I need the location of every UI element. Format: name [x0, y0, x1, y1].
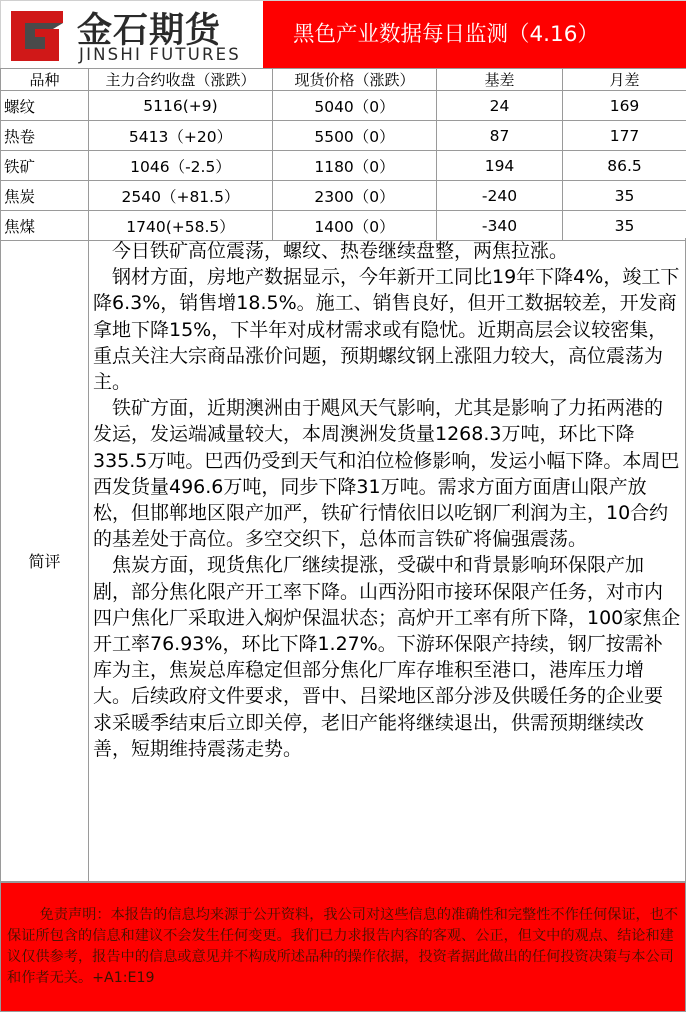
spot-price-cell: 1180（0）	[273, 151, 437, 181]
table-row	[1, 181, 686, 211]
disclaimer-text: 免责声明：本报告的信息均来源于公开资料，我公司对这些信息的准确性和完整性不作任何保证，也不保证所包含的信息和建议不会发生任何变更。我们已力求报告内容的客观、公正，但文中的观点、结论和建议仅供参考，报告中的信息或意见并不构成所述品种的操作依据，投资者据此做出的任何投资决策与本公司和作者无关。+A1:E19	[7, 907, 679, 986]
jinshi-logo-icon	[5, 7, 67, 65]
table-row	[1, 121, 686, 151]
commentary-steel: 钢材方面，房地产数据显示，今年新开工同比19年下降4%，竣工下降6.3%，销售增18.5%。施工、销售良好，但开工数据较差，开发商拿地下降15%，下半年对成材需求或有隐忧。近期高层会议较密集，重点关注大宗商品涨价问题，预期螺纹钢上涨阻力较大，高位震荡为主。	[93, 266, 680, 394]
commentary-coke: 焦炭方面，现货焦化厂继续提涨，受碳中和背景影响环保限产加剧，部分焦化限产开工率下降。山西汾阳市接环保限产任务，对市内四户焦化厂采取进入焖炉保温状态；高炉开工率有所下降，100家焦企开工率76.93%，环比下降1.27%。下游环保限产持续，钢厂按需补库为主，焦炭总库稳定但部分焦化厂库存堆积至港口，港库压力增大。后续政府文件要求，晋中、吕梁地区部分涉及供暖任务的企业要求采暖季结束后立即关停，老旧产能将继续退出，供需预期继续改善，短期维持震荡走势。	[93, 554, 681, 760]
futures-close-cell: 5116(+9)	[89, 91, 273, 121]
variety-cell: 螺纹	[1, 91, 89, 121]
variety-cell: 热卷	[1, 121, 89, 151]
basis-cell: 87	[437, 121, 563, 151]
futures-close-cell: 1046（-2.5）	[89, 151, 273, 181]
commentary-label: 简评	[1, 238, 89, 882]
basis-cell: 194	[437, 151, 563, 181]
futures-close-cell: 5413（+20）	[89, 121, 273, 151]
disclaimer-section	[0, 882, 686, 1012]
month-spread-cell: 169	[563, 91, 686, 121]
month-spread-cell: 86.5	[563, 151, 686, 181]
header-basis: 基差	[437, 69, 563, 91]
variety-cell: 焦炭	[1, 181, 89, 211]
basis-cell: 24	[437, 91, 563, 121]
table-row	[1, 151, 686, 181]
spot-price-cell: 1400（0）	[273, 211, 437, 241]
commentary-body	[93, 238, 681, 762]
report-title: 黑色产业数据每日监测（4.16）	[263, 1, 686, 69]
table-row	[1, 211, 686, 241]
header-futures-close: 主力合约收盘（涨跌）	[89, 69, 273, 91]
spot-price-cell: 5040（0）	[273, 91, 437, 121]
basis-cell: -240	[437, 181, 563, 211]
futures-close-cell: 2540（+81.5）	[89, 181, 273, 211]
commentary-section	[0, 238, 686, 882]
logo-chinese-name: 金石期货	[77, 11, 222, 51]
commentary-iron-ore: 铁矿方面，近期澳洲由于飓风天气影响，尤其是影响了力拓两港的发运，发运端减量较大，本周澳洲发货量1268.3万吨，环比下降335.5万吨。巴西仍受到天气和泊位检修影响，发运小幅下降。本周巴西发货量496.6万吨，同步下降31万吨。需求方面方面唐山限产放松，但邯郸地区限产加严，铁矿行情依旧以吃钢厂利润为主，10合约的基差处于高位。多空交织下，总体而言铁矿将偏强震荡。	[93, 397, 680, 551]
spot-price-cell: 5500（0）	[273, 121, 437, 151]
month-spread-cell: 35	[563, 181, 686, 211]
logo-english-name: JINSHI FUTURES	[79, 45, 241, 64]
spot-price-cell: 2300（0）	[273, 181, 437, 211]
header-spot-price: 现货价格（涨跌）	[273, 69, 437, 91]
basis-cell: -340	[437, 211, 563, 241]
report-header	[0, 0, 686, 68]
variety-cell: 焦煤	[1, 211, 89, 241]
futures-close-cell: 1740(+58.5）	[89, 211, 273, 241]
header-month-spread: 月差	[563, 69, 686, 91]
table-header-row	[1, 69, 686, 91]
company-logo	[1, 1, 263, 69]
table-row	[1, 91, 686, 121]
variety-cell: 铁矿	[1, 151, 89, 181]
header-variety: 品种	[1, 69, 89, 91]
market-data-table	[0, 68, 686, 241]
month-spread-cell: 177	[563, 121, 686, 151]
commentary-summary: 今日铁矿高位震荡，螺纹、热卷继续盘整，两焦拉涨。	[112, 240, 569, 262]
month-spread-cell: 35	[563, 211, 686, 241]
